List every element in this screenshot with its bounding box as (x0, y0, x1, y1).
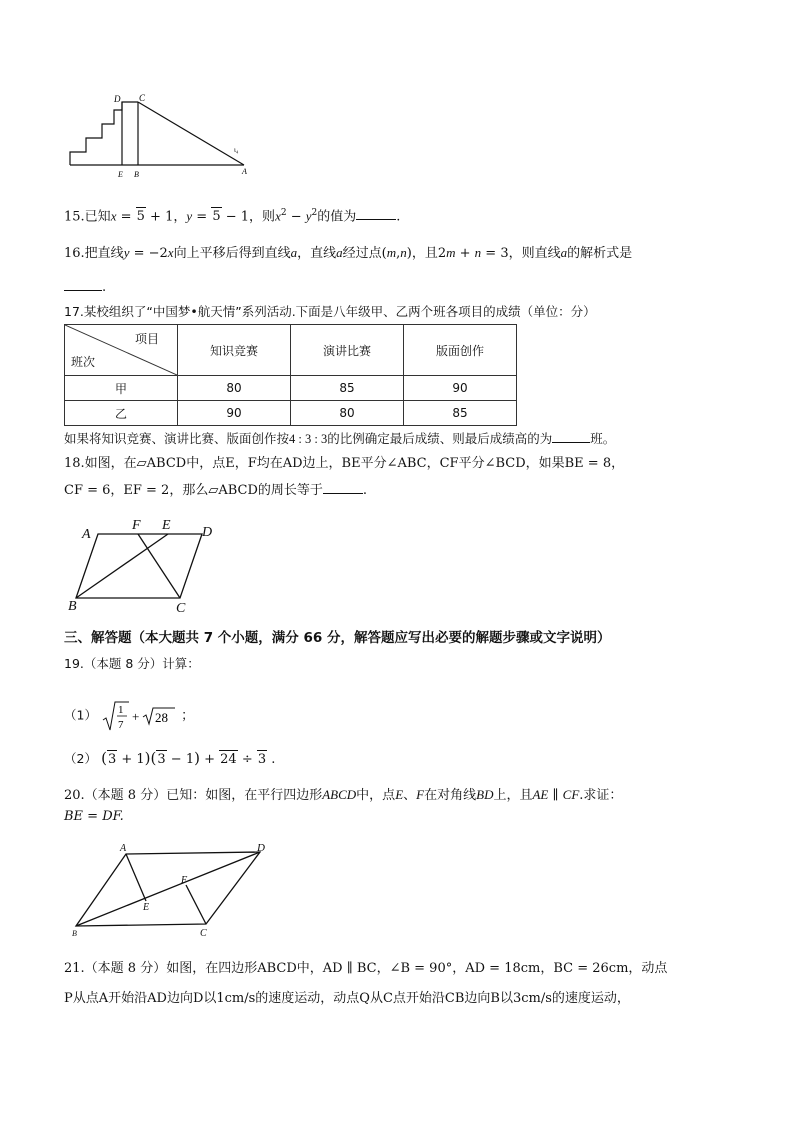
question-17-intro: 17.某校组织了“中国梦•航天情”系列活动.下面是八年级甲、乙两个班各项目的成绩（单位：分） (64, 304, 596, 319)
fig14-label-e: E (118, 170, 123, 179)
svg-text:1: 1 (118, 704, 124, 716)
column-header: 版面创作 (404, 325, 517, 376)
fig18-label-a: A (82, 527, 91, 542)
svg-text:28: 28 (155, 710, 169, 725)
row-name: 甲 (65, 376, 178, 401)
fig14-label-c: C (139, 93, 146, 103)
question-21-line2: P从点A开始沿AD边向D以1cm/s的速度运动，动点Q从C点开始沿CB边向B以3cm/s的速度运动， (64, 991, 630, 1006)
fig14-label-small: ι₄ (234, 146, 239, 154)
svg-text:+: + (132, 709, 140, 724)
fig18-label-d: D (202, 525, 213, 540)
fig14-label-d: D (114, 94, 121, 104)
question-18-line2: CF = 6，EF = 2，那么▱ABCD的周长等于 . (64, 483, 368, 498)
table-cell: 85 (404, 401, 517, 426)
column-header: 知识竞赛 (178, 325, 291, 376)
table-cell: 90 (178, 401, 291, 426)
table-cell: 85 (291, 376, 404, 401)
table-header-diagonal (65, 325, 178, 376)
table-row (65, 401, 517, 426)
figure-q18 (64, 512, 224, 616)
figure-q20 (64, 838, 274, 942)
scores-table (64, 324, 517, 426)
fig18-label-b: B (68, 599, 77, 614)
question-17-after: 如果将知识竞赛、演讲比赛、版面创作按4 : 3 : 3的比例确定最后成绩、则最后成绩高的为 班。 (64, 431, 616, 446)
row-name: 乙 (65, 401, 178, 426)
svg-text:7: 7 (118, 719, 124, 731)
figure-q14 (64, 92, 254, 180)
fig18-label-c: C (176, 601, 186, 616)
column-header: 演讲比赛 (291, 325, 404, 376)
answer-blank-15[interactable] (356, 207, 396, 220)
answer-blank-18[interactable] (323, 481, 363, 494)
question-21-line1: 21.（本题 8 分）如图，在四边形ABCD中，AD ∥ BC，∠B = 90°，AD = 18cm，BC = 26cm，动点 (64, 961, 668, 976)
fig20-label-d: D (257, 842, 265, 854)
table-cell: 90 (404, 376, 517, 401)
fig20-label-a: A (120, 843, 127, 854)
question-19-title: 19.（本题 8 分）计算： (64, 656, 200, 671)
answer-blank-16[interactable] (64, 278, 102, 291)
table-row (65, 376, 517, 401)
fig14-label-a: A (242, 167, 247, 176)
question-18-line1: 18.如图，在▱ABCD中，点E，F均在AD边上，BE平分∠ABC，CF平分∠BCD，如果BE = 8， (64, 456, 625, 471)
question-16-line1: 16.把直线y = −2x向上平移后得到直线a，直线a经过点(m,n)，且2m + n = 3，则直线a的解析式是 (64, 245, 633, 261)
fig20-label-e: E (143, 902, 150, 913)
header-item: 项目 (134, 332, 159, 346)
fig20-label-f: F (181, 875, 188, 886)
table-cell: 80 (178, 376, 291, 401)
question-20-line2: BE = DF. (64, 809, 124, 824)
question-19-part1: （1） 1 7 + 28 ； (64, 700, 194, 732)
question-16-line2: . (64, 278, 106, 297)
question-19-part2: （2） (3 + 1)(3 − 1) + 24 ÷ 3 . (64, 749, 276, 767)
expr-19-1 (101, 700, 181, 732)
question-15: 15.已知x = 5 + 1，y = 5 − 1，则$x^2 - y^2$的值为 . (64, 208, 401, 225)
table-cell: 80 (291, 401, 404, 426)
question-20-line1: 20.（本题 8 分）已知：如图，在平行四边形ABCD中，点E、F在对角线BD上，且AE ∥ CF.求证： (64, 787, 623, 803)
fig18-label-e: E (162, 518, 171, 533)
fig20-label-b: B (72, 929, 77, 938)
section-3-heading: 三、解答题（本大题共 7 个小题，满分 66 分，解答题应写出必要的解题步骤或文字说明） (64, 630, 611, 646)
answer-blank-17[interactable] (552, 430, 590, 443)
header-class: 班次 (71, 355, 96, 369)
fig14-label-b: B (134, 170, 139, 179)
fig20-label-c: C (200, 928, 207, 939)
fig18-label-f: F (132, 518, 141, 533)
